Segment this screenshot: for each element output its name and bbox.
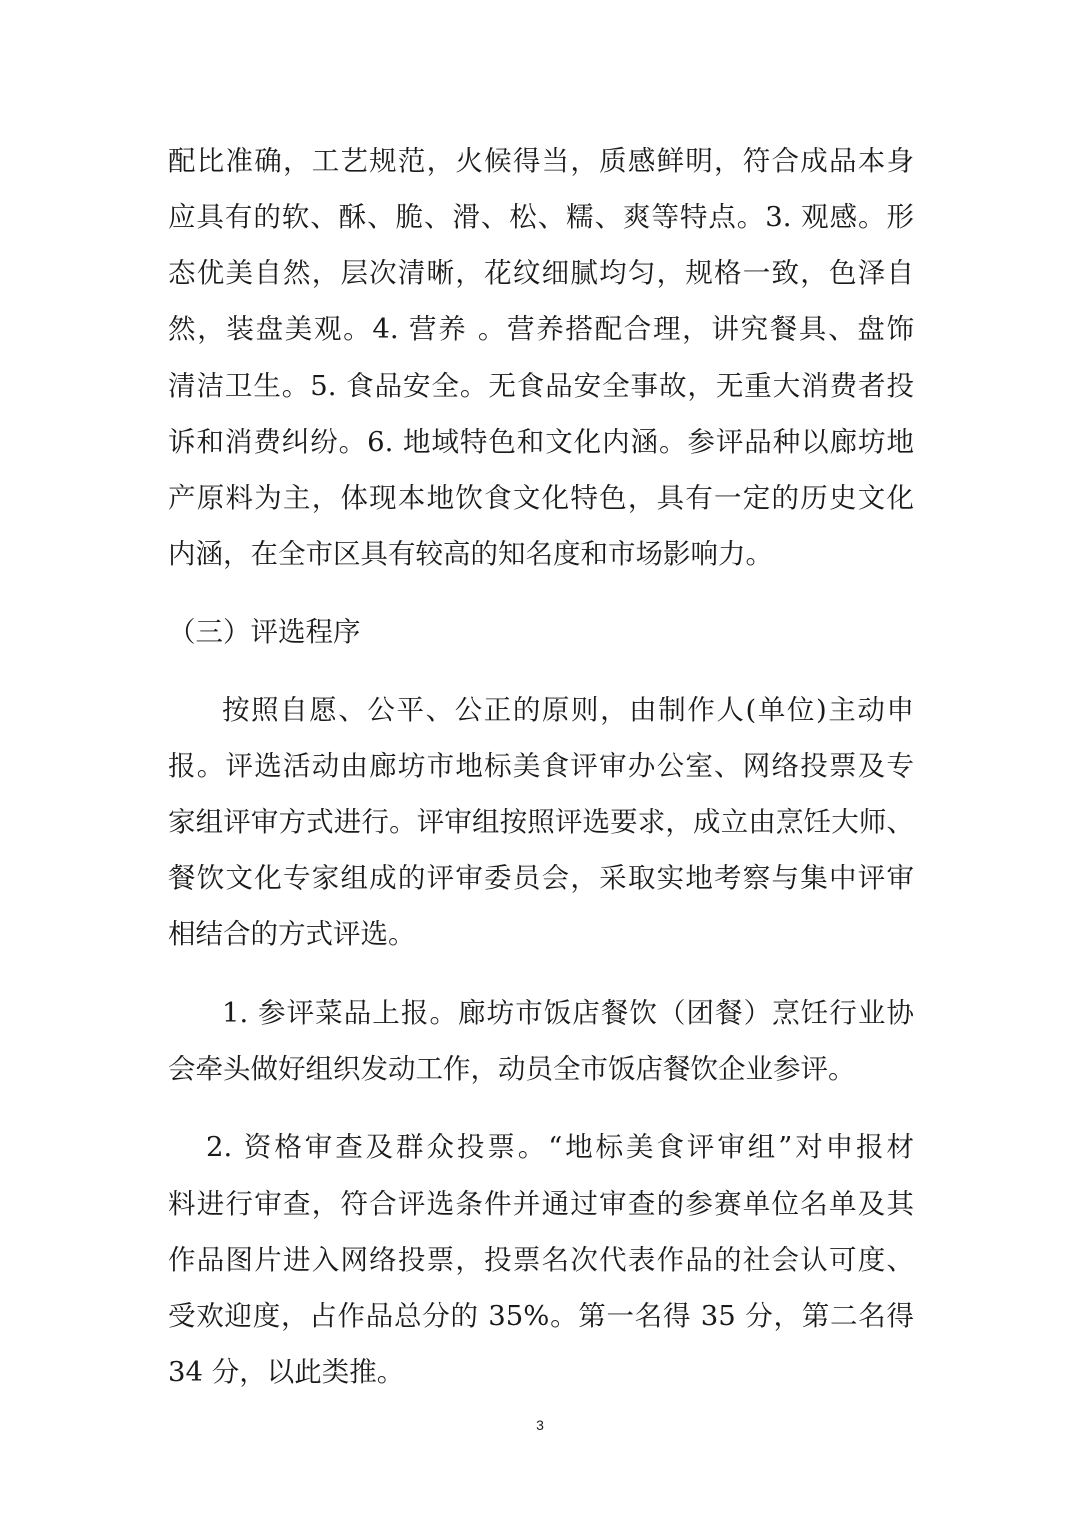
paragraph-4-line-1: 2. 资格审查及群众投票。“地标美食评审组”对申报材 xyxy=(206,1131,914,1163)
paragraph-2-line-2: 报。评选活动由廊坊市地标美食评审办公室、网络投票及专 xyxy=(168,750,914,782)
paragraph-1-line-1: 配比准确，工艺规范，火候得当，质感鲜明，符合成品本身 xyxy=(168,145,914,177)
paragraph-1-line-3: 态优美自然，层次清晰，花纹细腻均匀，规格一致，色泽自 xyxy=(168,257,914,289)
page-number: 3 xyxy=(536,1417,544,1433)
paragraph-4-line-5: 34 分，以此类推。 xyxy=(168,1356,405,1388)
paragraph-1-line-5: 清洁卫生。5. 食品安全。无食品安全事故，无重大消费者投 xyxy=(168,370,914,402)
paragraph-1-line-2: 应具有的软、酥、脆、滑、松、糯、爽等特点。3. 观感。形 xyxy=(168,201,914,233)
paragraph-2-line-1: 按照自愿、公平、公正的原则，由制作人(单位)主动申 xyxy=(222,694,914,726)
paragraph-1-line-8: 内涵，在全市区具有较高的知名度和市场影响力。 xyxy=(168,538,773,570)
paragraph-1-line-7: 产原料为主，体现本地饮食文化特色，具有一定的历史文化 xyxy=(168,482,914,514)
paragraph-4-line-4: 受欢迎度，占作品总分的 35%。第一名得 35 分，第二名得 xyxy=(168,1300,914,1332)
paragraph-2-line-3: 家组评审方式进行。评审组按照评选要求，成立由烹饪大师、 xyxy=(168,806,914,838)
paragraph-4-line-3: 作品图片进入网络投票，投票名次代表作品的社会认可度、 xyxy=(168,1244,914,1276)
paragraph-1-line-4: 然，装盘美观。4. 营养 。营养搭配合理，讲究餐具、盘饰 xyxy=(168,313,914,345)
paragraph-2-line-5: 相结合的方式评选。 xyxy=(168,918,416,950)
section-heading: （三）评选程序 xyxy=(168,616,361,648)
paragraph-3-line-1: 1. 参评菜品上报。廊坊市饭店餐饮（团餐）烹饪行业协 xyxy=(222,997,914,1029)
paragraph-3-line-2: 会牵头做好组织发动工作，动员全市饭店餐饮企业参评。 xyxy=(168,1053,856,1085)
paragraph-2-line-4: 餐饮文化专家组成的评审委员会，采取实地考察与集中评审 xyxy=(168,862,914,894)
paragraph-4-line-2: 料进行审查，符合评选条件并通过审查的参赛单位名单及其 xyxy=(168,1188,914,1220)
paragraph-1-line-6: 诉和消费纠纷。6. 地域特色和文化内涵。参评品种以廊坊地 xyxy=(168,426,914,458)
